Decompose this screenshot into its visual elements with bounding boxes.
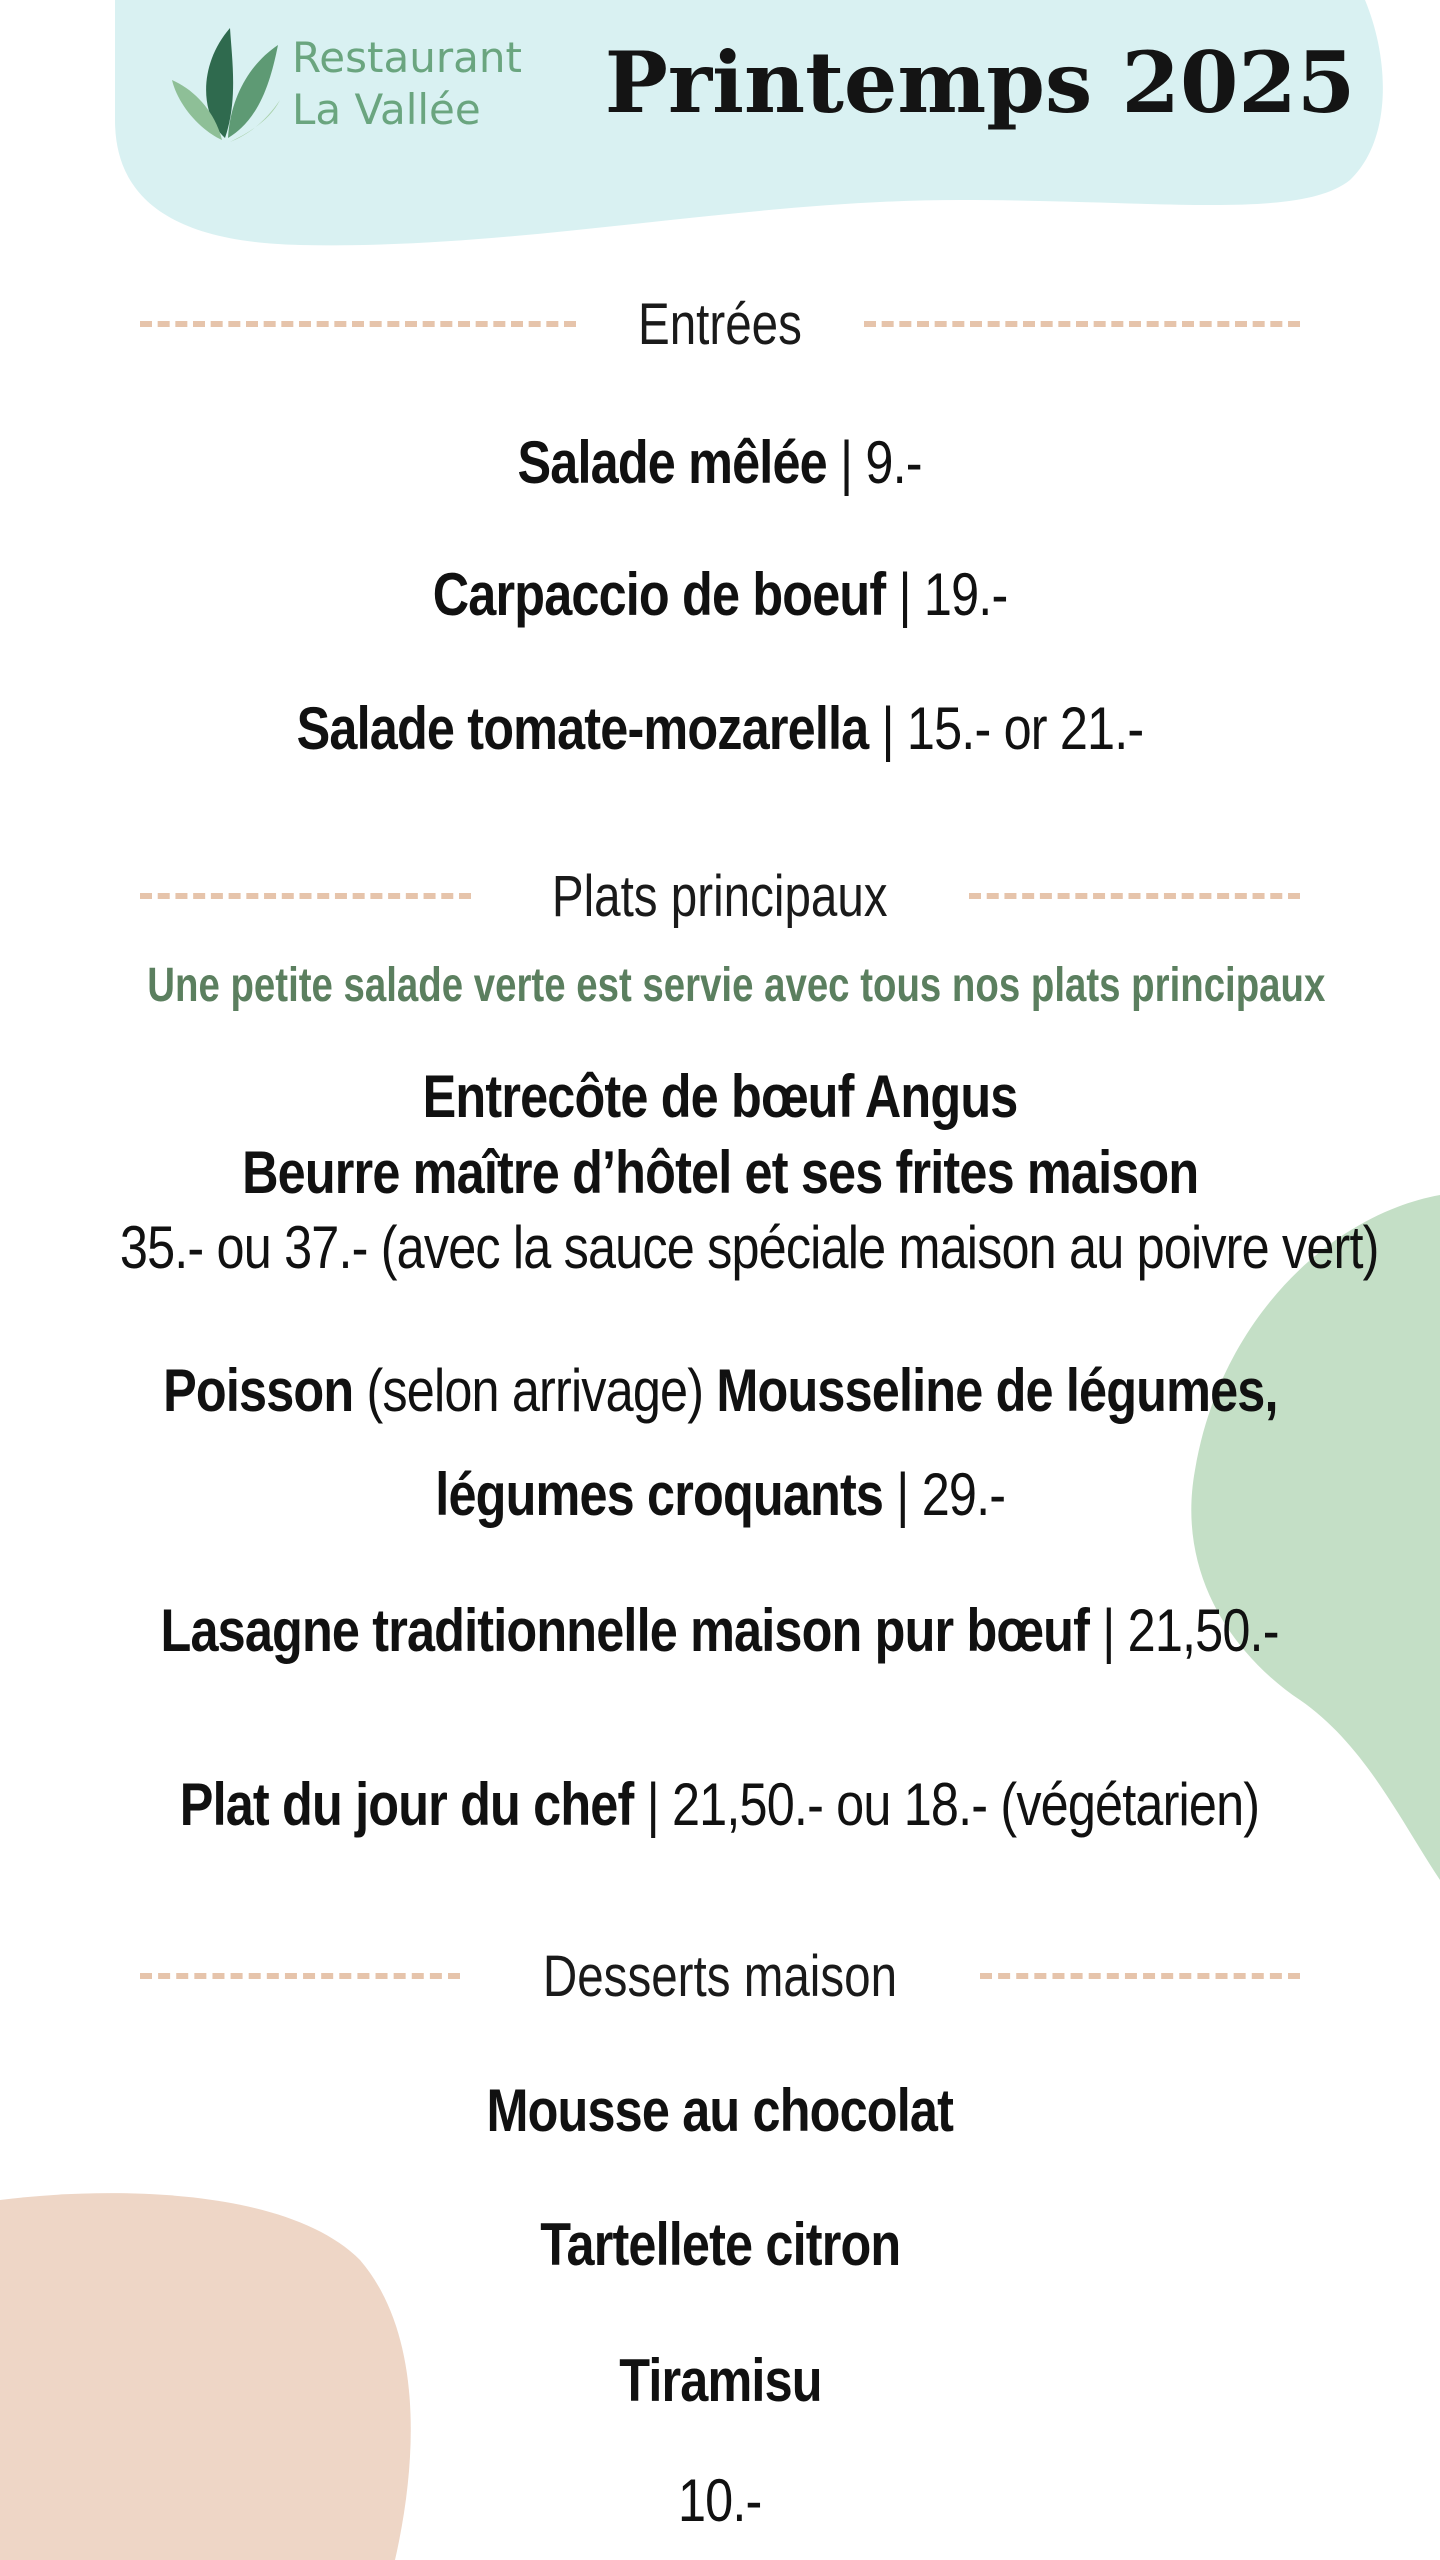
menu-item-poisson xyxy=(0,1352,1440,1430)
divider-right xyxy=(864,321,1300,327)
item-price: | 9.- xyxy=(827,429,923,496)
logo-wordmark xyxy=(292,32,522,136)
menu-item-poisson-line2 xyxy=(0,1456,1440,1534)
item-desc2: légumes croquants xyxy=(435,1461,883,1528)
item-note: (selon arrivage) xyxy=(352,1357,716,1424)
item-name: Salade mêlée xyxy=(517,429,828,496)
item-price: | 21,50.- xyxy=(1089,1597,1280,1664)
item-name: Poisson xyxy=(162,1357,353,1424)
section-header-desserts xyxy=(140,1936,1300,2016)
page-title: Printemps 2025 xyxy=(604,33,1356,132)
restaurant-logo xyxy=(170,20,550,150)
divider-left xyxy=(140,321,576,327)
entrecote-line1: Entrecôte de bœuf Angus xyxy=(422,1063,1018,1130)
entrecote-price: 35.- ou 37.- (avec la sauce spéciale maison au poivre vert) xyxy=(119,1214,1379,1281)
section-title-plats: Plats principaux xyxy=(552,863,888,929)
entrecote-line2: Beurre maître d’hôtel et ses frites maison xyxy=(241,1139,1199,1206)
leaf-logo-icon xyxy=(170,20,280,145)
logo-line2: La Vallée xyxy=(292,85,481,134)
divider-right xyxy=(969,893,1300,899)
divider-left xyxy=(140,1973,460,1979)
section-header-entrees xyxy=(140,284,1300,364)
item-desc: Mousseline de légumes, xyxy=(715,1357,1278,1424)
item-name: Lasagne traditionnelle maison pur bœuf xyxy=(160,1597,1090,1664)
section-title-entrees: Entrées xyxy=(638,291,802,357)
divider-right xyxy=(980,1973,1300,1979)
divider-left xyxy=(140,893,471,899)
menu-item-salade-melee xyxy=(0,424,1440,502)
dessert-item: Mousse au chocolat xyxy=(486,2077,954,2144)
section-title-desserts: Desserts maison xyxy=(542,1943,898,2009)
item-price: | 19.- xyxy=(885,561,1008,628)
dessert-item: Tartellete citron xyxy=(539,2211,901,2278)
item-name: Carpaccio de boeuf xyxy=(432,561,886,628)
logo-line1: Restaurant xyxy=(292,33,522,82)
dessert-price: 10.- xyxy=(678,2467,762,2534)
item-price: | 15.- or 21.- xyxy=(868,695,1144,762)
menu-item-lasagne xyxy=(0,1592,1440,1670)
menu-item-plat-du-jour xyxy=(0,1766,1440,1844)
dessert-item: Tiramisu xyxy=(618,2347,822,2414)
salad-note: Une petite salade verte est servie avec tous nos plats principaux xyxy=(147,959,1326,1012)
item-name: Salade tomate-mozarella xyxy=(296,695,869,762)
item-price: | 21,50.- ou 18.- (végétarien) xyxy=(633,1771,1260,1838)
item-name: Plat du jour du chef xyxy=(180,1771,634,1838)
item-price: | 29.- xyxy=(882,1461,1005,1528)
section-header-plats xyxy=(140,856,1300,936)
menu-item-salade-tomate xyxy=(0,690,1440,768)
menu-item-carpaccio xyxy=(0,556,1440,634)
